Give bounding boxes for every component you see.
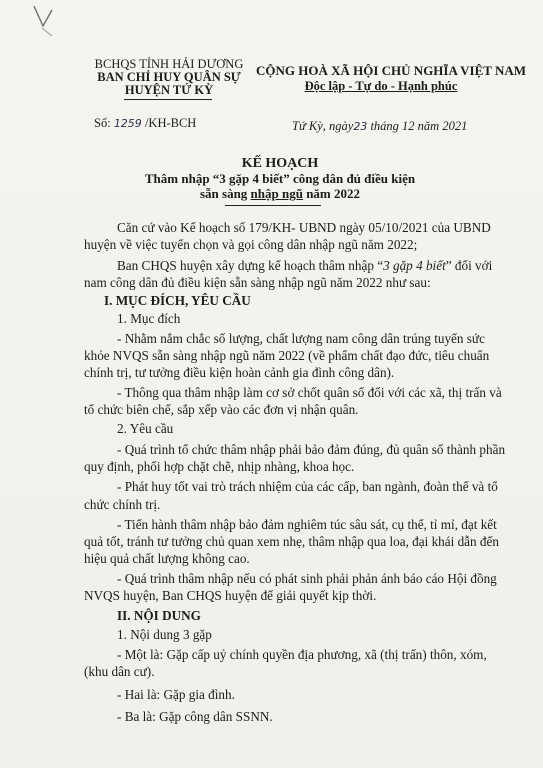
agency-parent: BCHQS TỈNH HẢI DƯƠNG [94, 57, 244, 71]
document-title: KẾ HOẠCH [241, 156, 319, 171]
document-number: Số: 1259 /KH-BCH [94, 116, 197, 130]
paragraph-4-line1: - Thông qua thâm nhập làm cơ sở chốt quân số đối với các xã, thị trấn và [117, 385, 502, 400]
subsection-2-1: 1. Nội dung 3 gặp [117, 627, 212, 642]
paragraph-7-line1: - Tiến hành thâm nhập bảo đảm nghiêm túc sâu sát, cụ thể, tỉ mỉ, đạt kết [117, 517, 497, 532]
paragraph-5-line1: - Quá trình tổ chức thâm nhập phải bảo đảm đúng, đủ quân số thành phần [117, 442, 506, 457]
header-left-rule [124, 99, 212, 100]
paragraph-8-line1: - Quá trình thâm nhập nếu có phát sinh phải phản ánh báo cáo Hội đồng [117, 571, 497, 586]
subsection-1-1: 1. Mục đích [117, 311, 181, 326]
paragraph-2-line1: Ban CHQS huyện xây dựng kế hoạch thâm nhập “3 gặp 4 biết” đối với [117, 258, 493, 273]
item-1-line2: (khu dân cư). [84, 664, 155, 679]
paragraph-6-line2: chức chính trị. [84, 497, 161, 512]
item-2: - Hai là: Gặp gia đình. [117, 687, 235, 702]
paragraph-1-line1: Căn cứ vào Kế hoạch số 179/KH- UBND ngày 05/10/2021 của UBND [117, 220, 491, 235]
staple-mark-icon [30, 4, 56, 38]
paragraph-3-line3: chính trị, tư tưởng điều kiện hoàn cảnh gia đình công dân). [84, 365, 395, 380]
paragraph-3-line1: - Nhằm nắm chắc số lượng, chất lượng nam công dân trúng tuyển sức [117, 331, 485, 346]
paragraph-5-line2: quy định, phối hợp chặt chẽ, nhịp nhàng, khoa học. [84, 459, 355, 474]
paragraph-4-line2: tổ chức biên chế, sắp xếp vào các đơn vị nhận quân. [84, 402, 359, 417]
agency-name: BAN CHỈ HUY QUÂN SỰ [97, 70, 241, 84]
paragraph-7-line2: quả tốt, tránh tư tưởng chủ quan xem nhẹ, thâm nhập qua loa, đại khái dẫn đến [84, 534, 499, 549]
paragraph-8-line2: NVQS huyện, Ban CHQS huyện để giải quyết kịp thời. [84, 588, 377, 603]
item-3: - Ba là: Gặp công dân SSNN. [117, 709, 273, 724]
document-subtitle-line2: sẵn sàng nhập ngũ năm 2022 [199, 186, 361, 201]
agency-district: HUYỆN TỨ KỲ [124, 83, 214, 97]
document-subtitle-line1: Thâm nhập “3 gặp 4 biết” công dân đủ điều kiện [144, 171, 416, 186]
paragraph-2-line2: nam công dân đủ điều kiện sẵn sàng nhập ngũ năm 2022 như sau: [84, 275, 431, 290]
item-1-line1: - Một là: Gặp cấp uỷ chính quyền địa phương, xã (thị trấn) thôn, xóm, [117, 647, 487, 662]
paragraph-3-line2: khỏe NVQS sẵn sàng nhập ngũ năm 2022 (về phẩm chất đạo đức, tiêu chuẩn [84, 348, 490, 363]
section-2-heading: II. NỘI DUNG [117, 608, 201, 623]
paragraph-1-line2: huyện về việc tuyển chọn và gọi công dân nhập ngũ năm 2022; [84, 237, 418, 252]
subsection-1-2: 2. Yêu cầu [117, 421, 174, 436]
document-date: Tứ Kỳ, ngày23 tháng 12 năm 2021 [292, 119, 468, 133]
paragraph-7-line3: hiệu quả chất lượng không cao. [84, 551, 250, 566]
title-rule [225, 205, 321, 206]
national-title: CỘNG HOÀ XÃ HỘI CHỦ NGHĨA VIỆT NAM [256, 63, 527, 78]
section-1-heading: I. MỤC ĐÍCH, YÊU CẦU [104, 293, 251, 308]
national-motto: Độc lập - Tự do - Hạnh phúc [304, 79, 458, 93]
paragraph-6-line1: - Phát huy tốt vai trò trách nhiệm của các cấp, ban ngành, đoàn thể và tổ [117, 479, 498, 494]
